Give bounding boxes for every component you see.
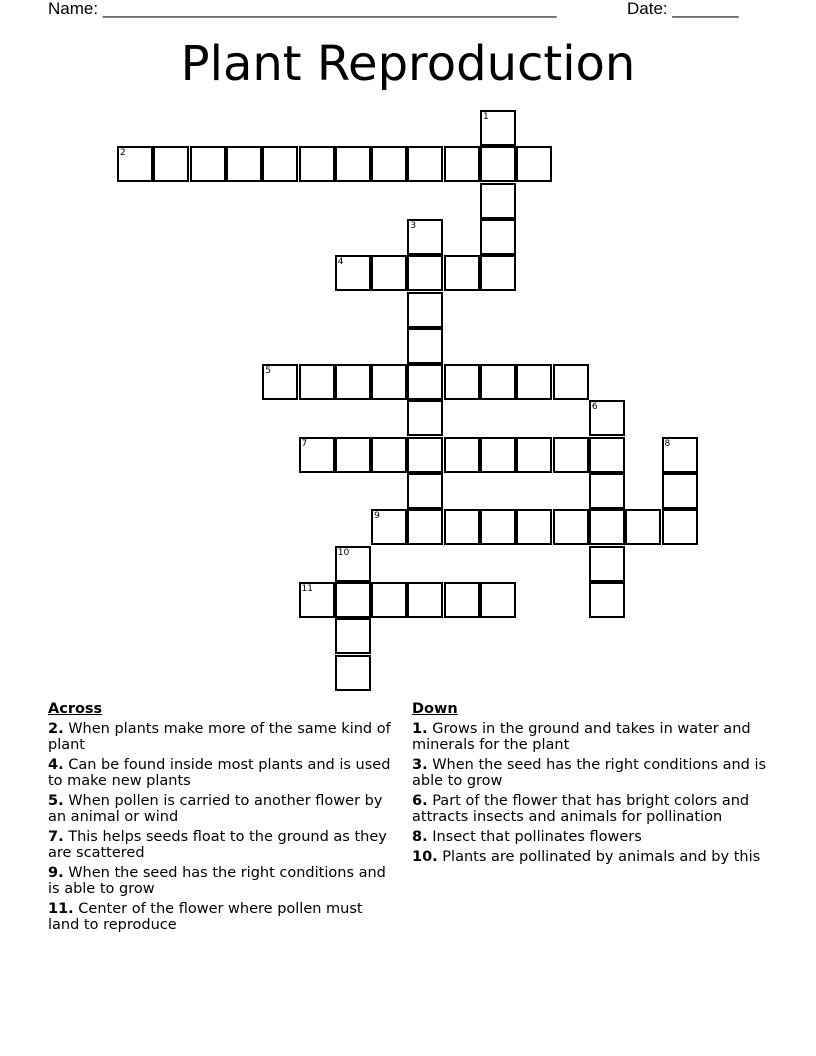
- crossword-cell[interactable]: [480, 219, 516, 255]
- crossword-cell[interactable]: [589, 437, 625, 473]
- date-field-label: Date: _______: [627, 0, 739, 18]
- clue-number: 1.: [412, 721, 428, 737]
- crossword-cell[interactable]: [662, 473, 698, 509]
- crossword-cell[interactable]: [407, 146, 443, 182]
- crossword-cell[interactable]: [371, 509, 407, 545]
- clue-number: 6.: [412, 793, 428, 809]
- clue-down-8: [412, 829, 772, 845]
- clue-text: Can be found inside most plants and is used to make new plants: [48, 757, 391, 789]
- cell-number: 3: [410, 220, 417, 231]
- crossword-cell[interactable]: [190, 146, 226, 182]
- crossword-cell[interactable]: [444, 364, 480, 400]
- crossword-cell[interactable]: [262, 146, 298, 182]
- cell-number: 1: [483, 112, 489, 122]
- clue-number: 3.: [412, 757, 428, 773]
- crossword-cell[interactable]: [553, 364, 589, 400]
- down-clues: [412, 701, 772, 869]
- clue-across-2: [48, 721, 393, 753]
- crossword-cell[interactable]: [407, 582, 443, 618]
- crossword-cell[interactable]: [407, 364, 443, 400]
- clue-text: Center of the flower where pollen must land to reproduce: [48, 901, 363, 933]
- clue-text: Part of the flower that has bright colors and attracts insects and animals for pollination: [412, 793, 750, 825]
- cell-number: 7: [301, 438, 308, 449]
- clue-text: When the seed has the right conditions and is able to grow: [48, 865, 386, 897]
- crossword-cell[interactable]: [662, 509, 698, 545]
- crossword-cell[interactable]: [516, 364, 552, 400]
- crossword-cell[interactable]: [589, 473, 625, 509]
- crossword-cell[interactable]: [444, 146, 480, 182]
- crossword-cell[interactable]: [335, 655, 371, 691]
- crossword-cell[interactable]: [625, 509, 661, 545]
- crossword-cell[interactable]: [371, 255, 407, 291]
- crossword-cell[interactable]: [444, 437, 480, 473]
- clue-down-1: [412, 721, 772, 753]
- crossword-cell[interactable]: [299, 582, 335, 618]
- crossword-cell[interactable]: [371, 146, 407, 182]
- crossword-cell[interactable]: [371, 437, 407, 473]
- crossword-cell[interactable]: [516, 509, 552, 545]
- clue-down-6: [412, 793, 772, 825]
- crossword-cell[interactable]: [480, 146, 516, 182]
- crossword-cell[interactable]: [444, 582, 480, 618]
- crossword-cell[interactable]: [407, 255, 443, 291]
- clue-number: 7.: [48, 829, 64, 845]
- crossword-cell[interactable]: [480, 582, 516, 618]
- crossword-cell[interactable]: [299, 437, 335, 473]
- cell-number: 5: [265, 366, 271, 377]
- clue-across-5: [48, 793, 393, 825]
- clue-number: 10.: [412, 849, 438, 865]
- crossword-cell[interactable]: [553, 509, 589, 545]
- crossword-cell[interactable]: [371, 364, 407, 400]
- crossword-cell[interactable]: [444, 509, 480, 545]
- clue-text: When the seed has the right conditions and is able to grow: [412, 757, 767, 789]
- clue-across-7: [48, 829, 393, 861]
- crossword-cell[interactable]: [335, 582, 371, 618]
- cell-number: 4: [337, 257, 344, 268]
- crossword-cell[interactable]: [335, 364, 371, 400]
- clue-text: This helps seeds float to the ground as they are scattered: [48, 829, 387, 861]
- clue-text: Insect that pollinates flowers: [432, 829, 642, 845]
- cell-number: 11: [301, 583, 313, 594]
- crossword-cell[interactable]: [262, 364, 298, 400]
- clue-text: Plants are pollinated by animals and by this: [442, 849, 761, 865]
- page-title: Plant Reproduction: [180, 36, 636, 92]
- clue-text: When plants make more of the same kind of plant: [48, 721, 391, 753]
- crossword-cell[interactable]: [335, 546, 371, 582]
- crossword-cell[interactable]: [407, 292, 443, 328]
- crossword-cell[interactable]: [335, 437, 371, 473]
- crossword-cell[interactable]: [553, 437, 589, 473]
- clue-across-11: [48, 901, 393, 933]
- crossword-cell[interactable]: [480, 110, 516, 146]
- crossword-cell[interactable]: [335, 618, 371, 654]
- crossword-cell[interactable]: [480, 183, 516, 219]
- clue-number: 5.: [48, 793, 64, 809]
- crossword-cell[interactable]: [299, 146, 335, 182]
- crossword-cell[interactable]: [589, 582, 625, 618]
- crossword-cell[interactable]: [480, 437, 516, 473]
- crossword-cell[interactable]: [407, 437, 443, 473]
- clue-text: Grows in the ground and takes in water and minerals for the plant: [412, 721, 751, 753]
- crossword-cell[interactable]: [480, 255, 516, 291]
- cell-number: 6: [591, 402, 598, 413]
- across-heading: Across: [48, 701, 103, 717]
- crossword-cell[interactable]: [662, 437, 698, 473]
- cell-number: 9: [374, 511, 380, 522]
- clue-number: 2.: [48, 721, 64, 737]
- cell-number: 10: [337, 547, 350, 558]
- crossword-cell[interactable]: [226, 146, 262, 182]
- crossword-cell[interactable]: [516, 146, 552, 182]
- crossword-cell[interactable]: [444, 255, 480, 291]
- crossword-cell[interactable]: [407, 473, 443, 509]
- down-heading: Down: [412, 701, 458, 717]
- crossword-cell[interactable]: [589, 509, 625, 545]
- crossword-cell[interactable]: [589, 546, 625, 582]
- crossword-cell[interactable]: [407, 400, 443, 436]
- crossword-cell[interactable]: [335, 255, 371, 291]
- crossword-cell[interactable]: [371, 582, 407, 618]
- clue-number: 9.: [48, 865, 64, 881]
- cell-number: 2: [120, 148, 126, 159]
- crossword-cell[interactable]: [480, 509, 516, 545]
- crossword-cell[interactable]: [407, 328, 443, 364]
- crossword-cell[interactable]: [516, 437, 552, 473]
- clue-down-10: [412, 849, 772, 865]
- crossword-cell[interactable]: [117, 146, 153, 182]
- clue-across-9: [48, 865, 393, 897]
- crossword-cell[interactable]: [335, 146, 371, 182]
- crossword-cell[interactable]: [153, 146, 189, 182]
- name-field-label: Name: ________________________________________________: [48, 0, 557, 18]
- crossword-cell[interactable]: [299, 364, 335, 400]
- clue-number: 4.: [48, 757, 64, 773]
- clue-number: 8.: [412, 829, 428, 845]
- clue-across-4: [48, 757, 393, 789]
- across-clues: [48, 701, 393, 937]
- crossword-cell[interactable]: [589, 400, 625, 436]
- clue-text: When pollen is carried to another flower by an animal or wind: [48, 793, 383, 825]
- crossword-cell[interactable]: [480, 364, 516, 400]
- clue-down-3: [412, 757, 772, 789]
- crossword-cell[interactable]: [407, 219, 443, 255]
- crossword-cell[interactable]: [407, 509, 443, 545]
- clue-number: 11.: [48, 901, 74, 917]
- cell-number: 8: [664, 438, 671, 449]
